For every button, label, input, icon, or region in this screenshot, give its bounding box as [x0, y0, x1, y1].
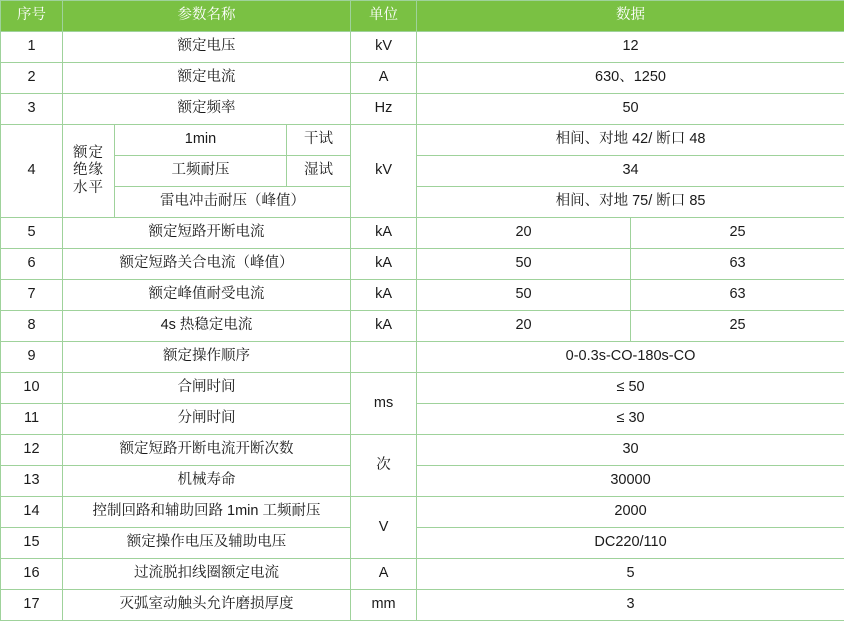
cell-unit: 次	[351, 435, 417, 497]
cell-unit: kV	[351, 32, 417, 63]
cell-subname: 雷电冲击耐压（峰值）	[115, 187, 351, 218]
cell-unit: kA	[351, 218, 417, 249]
cell-unit: Hz	[351, 94, 417, 125]
cell-data: 50	[417, 94, 844, 125]
cell-data-left: 50	[417, 249, 631, 280]
table-row	[1, 466, 844, 497]
cell-unit: ms	[351, 373, 417, 435]
cell-data: 2000	[417, 497, 844, 528]
cell-unit: kV	[351, 125, 417, 218]
cell-name: 4s 热稳定电流	[63, 311, 351, 342]
cell-name: 额定短路关合电流（峰值）	[63, 249, 351, 280]
table-row	[1, 528, 844, 559]
table-row	[1, 94, 844, 125]
cell-subname: 工频耐压	[115, 156, 287, 187]
group-label-line: 额定	[63, 145, 114, 162]
cell-no: 9	[1, 342, 63, 373]
cell-no: 13	[1, 466, 63, 497]
cell-no: 7	[1, 280, 63, 311]
cell-unit: V	[351, 497, 417, 559]
table-row	[1, 373, 844, 404]
cell-data-left: 20	[417, 311, 631, 342]
table-row	[1, 559, 844, 590]
table-row	[1, 590, 844, 621]
table-row	[1, 218, 844, 249]
cell-subtest: 干试	[287, 125, 351, 156]
cell-subname: 1min	[115, 125, 287, 156]
header-cell-name: 参数名称	[63, 1, 351, 32]
cell-data-right: 63	[631, 249, 844, 280]
cell-unit: kA	[351, 249, 417, 280]
table-row	[1, 187, 844, 218]
table-row	[1, 63, 844, 94]
cell-no: 4	[1, 125, 63, 218]
cell-no: 1	[1, 32, 63, 63]
table-row	[1, 311, 844, 342]
cell-name: 机械寿命	[63, 466, 351, 497]
cell-no: 11	[1, 404, 63, 435]
table-row	[1, 125, 844, 156]
cell-no: 15	[1, 528, 63, 559]
cell-name: 额定峰值耐受电流	[63, 280, 351, 311]
group-label-line: 绝缘	[63, 162, 114, 179]
cell-unit: kA	[351, 280, 417, 311]
cell-data-right: 63	[631, 280, 844, 311]
cell-name: 过流脱扣线圈额定电流	[63, 559, 351, 590]
group-label-line: 水平	[63, 180, 114, 197]
cell-name: 额定短路开断电流开断次数	[63, 435, 351, 466]
cell-data-left: 50	[417, 280, 631, 311]
header-cell-no: 序号	[1, 1, 63, 32]
cell-data: 30	[417, 435, 844, 466]
cell-no: 5	[1, 218, 63, 249]
cell-no: 6	[1, 249, 63, 280]
cell-data: 0-0.3s-CO-180s-CO	[417, 342, 844, 373]
cell-data: DC220/110	[417, 528, 844, 559]
cell-data: 34	[417, 156, 844, 187]
cell-name: 控制回路和辅助回路 1min 工频耐压	[63, 497, 351, 528]
cell-no: 16	[1, 559, 63, 590]
cell-unit: kA	[351, 311, 417, 342]
cell-unit: A	[351, 559, 417, 590]
cell-no: 3	[1, 94, 63, 125]
cell-data: 630、1250	[417, 63, 844, 94]
cell-name: 额定操作电压及辅助电压	[63, 528, 351, 559]
cell-no: 14	[1, 497, 63, 528]
cell-data-right: 25	[631, 311, 844, 342]
cell-data: 5	[417, 559, 844, 590]
cell-data: ≤ 50	[417, 373, 844, 404]
cell-subtest: 湿试	[287, 156, 351, 187]
table-row	[1, 156, 844, 187]
table-row	[1, 435, 844, 466]
table-row	[1, 404, 844, 435]
cell-no: 17	[1, 590, 63, 621]
cell-no: 2	[1, 63, 63, 94]
table-row	[1, 497, 844, 528]
cell-name: 额定短路开断电流	[63, 218, 351, 249]
header-cell-data: 数据	[417, 1, 844, 32]
cell-data: ≤ 30	[417, 404, 844, 435]
cell-no: 12	[1, 435, 63, 466]
header-cell-unit: 单位	[351, 1, 417, 32]
cell-data: 3	[417, 590, 844, 621]
cell-unit	[351, 342, 417, 373]
cell-name: 分闸时间	[63, 404, 351, 435]
cell-no: 8	[1, 311, 63, 342]
cell-data-left: 20	[417, 218, 631, 249]
cell-name: 额定电压	[63, 32, 351, 63]
table-header-row	[1, 1, 844, 32]
cell-name: 灭弧室动触头允许磨损厚度	[63, 590, 351, 621]
table-row	[1, 280, 844, 311]
cell-data: 30000	[417, 466, 844, 497]
cell-data: 相间、对地 42/ 断口 48	[417, 125, 844, 156]
cell-unit: A	[351, 63, 417, 94]
cell-name: 合闸时间	[63, 373, 351, 404]
cell-unit: mm	[351, 590, 417, 621]
table-row	[1, 342, 844, 373]
table-row	[1, 32, 844, 63]
cell-data-right: 25	[631, 218, 844, 249]
cell-data: 相间、对地 75/ 断口 85	[417, 187, 844, 218]
cell-name: 额定操作顺序	[63, 342, 351, 373]
cell-name: 额定频率	[63, 94, 351, 125]
cell-data: 12	[417, 32, 844, 63]
table-row	[1, 249, 844, 280]
cell-group-label	[63, 125, 115, 218]
cell-name: 额定电流	[63, 63, 351, 94]
cell-no: 10	[1, 373, 63, 404]
